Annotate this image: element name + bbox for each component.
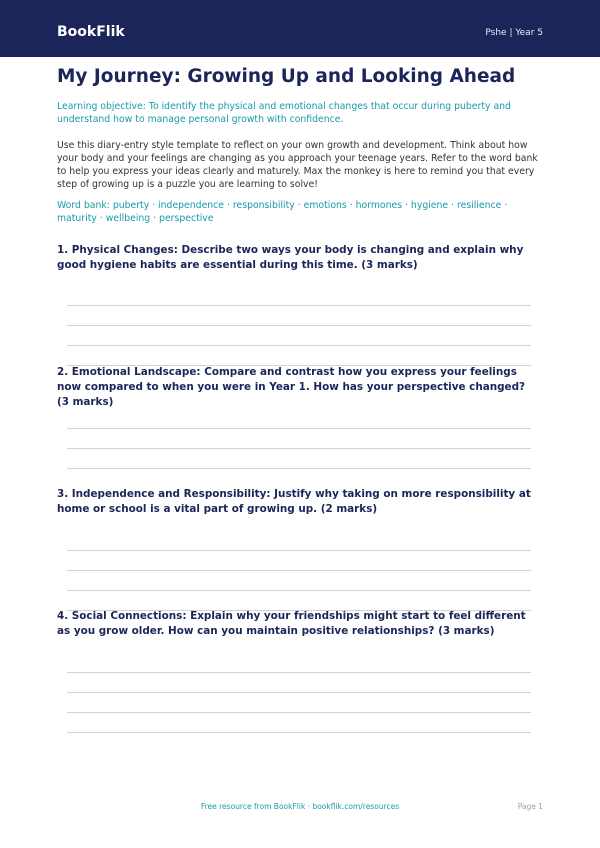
answer-line[interactable]: [67, 672, 531, 673]
answer-line[interactable]: [67, 570, 531, 571]
page-title: My Journey: Growing Up and Looking Ahead: [57, 66, 516, 87]
answer-line[interactable]: [67, 325, 531, 326]
word-bank: Word bank: puberty · independence · responsibility · emotions · hormones · hygiene · resilience · maturity · wellbeing · perspective: [57, 200, 508, 224]
answer-line[interactable]: [67, 692, 531, 693]
question-3: 3. Independence and Responsibility: Justify why taking on more responsibility at home or school is a vital part of growing up. (2 marks): [57, 488, 531, 515]
page-number: Page 1: [517, 802, 543, 811]
header-bar: [0, 0, 600, 57]
answer-line[interactable]: [67, 305, 531, 306]
answer-line[interactable]: [67, 428, 531, 429]
answer-line[interactable]: [67, 345, 531, 346]
intro-paragraph: Use this diary-entry style template to reflect on your own growth and development. Think about how your body and your feelings are changing as you approach your teenage years. Refer to the word bank to help you express your ideas clearly and maturely. Max the monkey is here to remind you that every step of growing up is a puzzle you are learning to solve!: [57, 140, 538, 190]
answer-line[interactable]: [67, 550, 531, 551]
subject-year-label: Pshe | Year 5: [485, 28, 543, 38]
question-1: 1. Physical Changes: Describe two ways your body is changing and explain why good hygiene habits are essential during this time. (3 marks): [57, 244, 524, 271]
answer-line[interactable]: [67, 590, 531, 591]
answer-line[interactable]: [67, 468, 531, 469]
learning-objective: Learning objective: To identify the physical and emotional changes that occur during puberty and understand how to manage personal growth with confidence.: [57, 101, 511, 125]
question-2: 2. Emotional Landscape: Compare and contrast how you express your feelings now compared to when you were in Year 1. How has your perspective changed? (3 marks): [57, 366, 526, 408]
footer-credit: Free resource from BookFlik · bookflik.com/resources: [200, 802, 400, 811]
brand-logo-text: BookFlik: [57, 24, 125, 40]
answer-line[interactable]: [67, 732, 531, 733]
answer-line[interactable]: [67, 448, 531, 449]
answer-line[interactable]: [67, 712, 531, 713]
question-4: 4. Social Connections: Explain why your friendships might start to feel different as you grow older. How can you maintain positive relationships? (3 marks): [57, 610, 526, 637]
